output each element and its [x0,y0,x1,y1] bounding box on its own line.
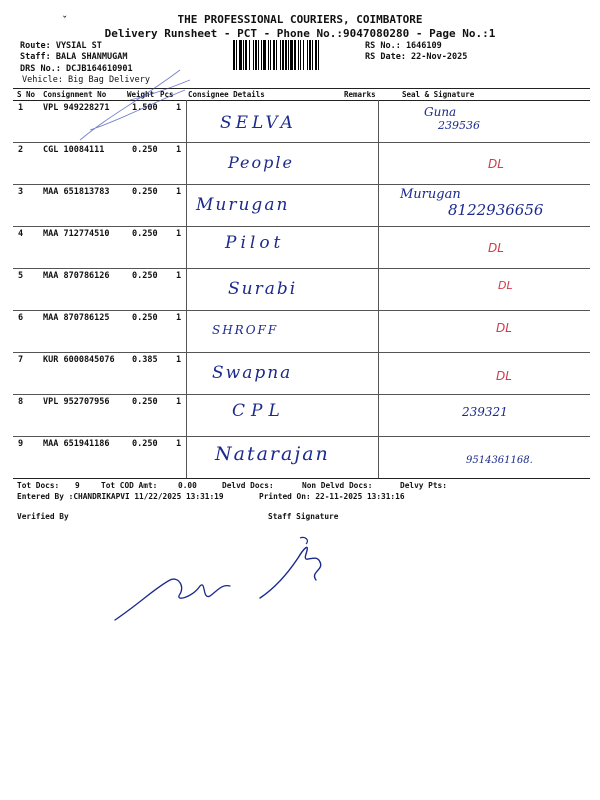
row-sno: 4 [18,229,24,239]
barcode-bar [294,40,296,70]
cod-label: Tot COD Amt: [101,481,158,490]
barcode-bar [239,40,242,70]
row-weight: 0.250 [132,187,158,197]
barcode-bar [315,40,317,70]
row-seal-phone: 239321 [462,405,508,419]
row-weight: 0.250 [132,271,158,281]
row-pcs: 1 [176,439,182,449]
col-header-consignee: Consignee Details [188,90,265,99]
barcode [233,40,361,70]
row-seal-signature: DL [496,369,512,383]
rs-no-label: RS No.: 1646109 [365,41,442,51]
barcode-bar [312,40,313,70]
row-consignee-handwriting: Pilot [225,233,285,253]
barcode-bar [303,40,304,70]
row-seal-signature: DL [488,157,504,171]
row-weight: 0.250 [132,313,158,323]
row-sno: 5 [18,271,24,281]
delvd-docs-label: Delvd Docs: [222,481,274,490]
row-divider [13,184,590,185]
row-sno: 2 [18,145,24,155]
row-sno: 3 [18,187,24,197]
row-weight: 0.250 [132,229,158,239]
cod-value: 0.00 [178,481,197,490]
row-divider [13,226,590,227]
row-seal-signature: Guna [424,105,457,119]
row-consignee-handwriting: SHROFF [212,323,279,337]
company-title: THE PROFESSIONAL COURIERS, COIMBATORE [177,13,423,26]
col-header-remarks: Remarks [344,90,376,99]
row-seal-signature: Murugan [400,187,461,202]
col-header-sno: S No [17,90,36,99]
barcode-bar [243,40,244,70]
barcode-bar [282,40,284,70]
delvy-pts-label: Delvy Pts: [400,481,447,490]
row-sno: 8 [18,397,24,407]
row-consignee-handwriting: SELVA [220,113,297,133]
row-consignment-no: MAA 651941186 [43,439,110,449]
barcode-bar [280,40,281,70]
table-bottom-border [13,478,590,479]
row-consignment-no: MAA 651813783 [43,187,110,197]
row-divider [13,436,590,437]
row-consignment-no: CGL 10084111 [43,145,105,155]
col-header-pcs: Pcs [160,90,174,99]
barcode-bar [236,40,237,70]
tot-docs-value: 9 [75,481,80,490]
staff-signature-label: Staff Signature [268,512,339,521]
row-consignee-handwriting: Natarajan [215,443,330,465]
row-pcs: 1 [176,229,182,239]
row-consignment-no: KUR 6000845076 [43,355,115,365]
barcode-bar [290,40,293,70]
row-divider [13,394,590,395]
col-header-seal: Seal & Signature [402,90,475,99]
row-weight: 1.500 [132,103,158,113]
row-consignment-no: MAA 870786125 [43,313,110,323]
barcode-bar [318,40,319,70]
row-pcs: 1 [176,145,182,155]
printed-on: Printed On: 22-11-2025 13:31:16 [259,492,405,501]
tot-docs-label: Tot Docs: [17,481,60,490]
row-consignee-handwriting: Swapna [212,363,293,383]
barcode-bar [249,40,250,70]
row-consignment-no: MAA 712774510 [43,229,110,239]
barcode-bar [300,40,301,70]
barcode-bar [270,40,271,70]
row-consignment-no: VPL 952707956 [43,397,110,407]
rs-date-label: RS Date: 22-Nov-2025 [365,52,468,62]
row-consignee-handwriting: Murugan [196,195,290,215]
row-pcs: 1 [176,187,182,197]
dispatch-scribble [70,60,200,150]
row-pcs: 1 [176,397,182,407]
barcode-bar [263,40,266,70]
row-consignee-handwriting: People [228,153,294,172]
runsheet-title: Delivery Runsheet - PCT - Phone No.:9047080280 - Page No.:1 [104,27,496,40]
row-seal-signature: DL [488,241,504,255]
barcode-bar [273,40,275,70]
row-consignment-no: MAA 870786126 [43,271,110,281]
row-divider [13,352,590,353]
col-header-consignment: Consignment No [43,90,107,99]
barcode-bar [288,40,289,70]
barcode-bar [261,40,262,70]
row-weight: 0.250 [132,145,158,155]
verified-signature-scribble [110,528,340,628]
barcode-bar [255,40,257,70]
row-seal-signature: DL [498,279,513,292]
barcode-bar [307,40,308,70]
barcode-bar [233,40,235,70]
row-divider [13,310,590,311]
verified-by-label: Verified By [17,512,69,521]
consignee-col-divider [186,100,187,478]
barcode-bar [298,40,299,70]
row-pcs: 1 [176,271,182,281]
vehicle-label: Vehicle: Big Bag Delivery [22,75,150,85]
row-sno: 7 [18,355,24,365]
barcode-bar [268,40,269,70]
route-label: Route: VYSIAL ST [20,41,102,51]
drs-label: DRS No.: DCJB164610901 [20,64,133,74]
tick-mark: ˇ [62,16,68,26]
barcode-bar [276,40,277,70]
staff-label: Staff: BALA SHANMUGAM [20,52,128,62]
non-delvd-docs-label: Non Delvd Docs: [302,481,373,490]
row-consignment-no: VPL 949228271 [43,103,110,113]
row-sno: 6 [18,313,24,323]
row-consignee-handwriting: Surabi [228,279,298,299]
row-sno: 1 [18,103,24,113]
row-pcs: 1 [176,313,182,323]
col-header-weight: Weight [127,90,155,99]
row-sno: 9 [18,439,24,449]
row-seal-signature: DL [496,321,512,335]
barcode-bar [245,40,247,70]
barcode-bar [285,40,287,70]
entered-by: Entered By :CHANDRIKAPVI 11/22/2025 13:31:19 [17,492,224,501]
row-weight: 0.250 [132,397,158,407]
seal-col-divider [378,100,379,478]
row-weight: 0.385 [132,355,158,365]
row-pcs: 1 [176,103,182,113]
row-seal-phone: 239536 [438,119,480,132]
row-seal-phone: 9514361168. [466,455,533,466]
barcode-bar [253,40,254,70]
row-divider [13,268,590,269]
barcode-bar [258,40,259,70]
row-pcs: 1 [176,355,182,365]
row-consignee-handwriting: CPL [232,401,286,421]
row-weight: 0.250 [132,439,158,449]
row-seal-phone: 8122936656 [448,201,544,219]
barcode-bar [309,40,311,70]
